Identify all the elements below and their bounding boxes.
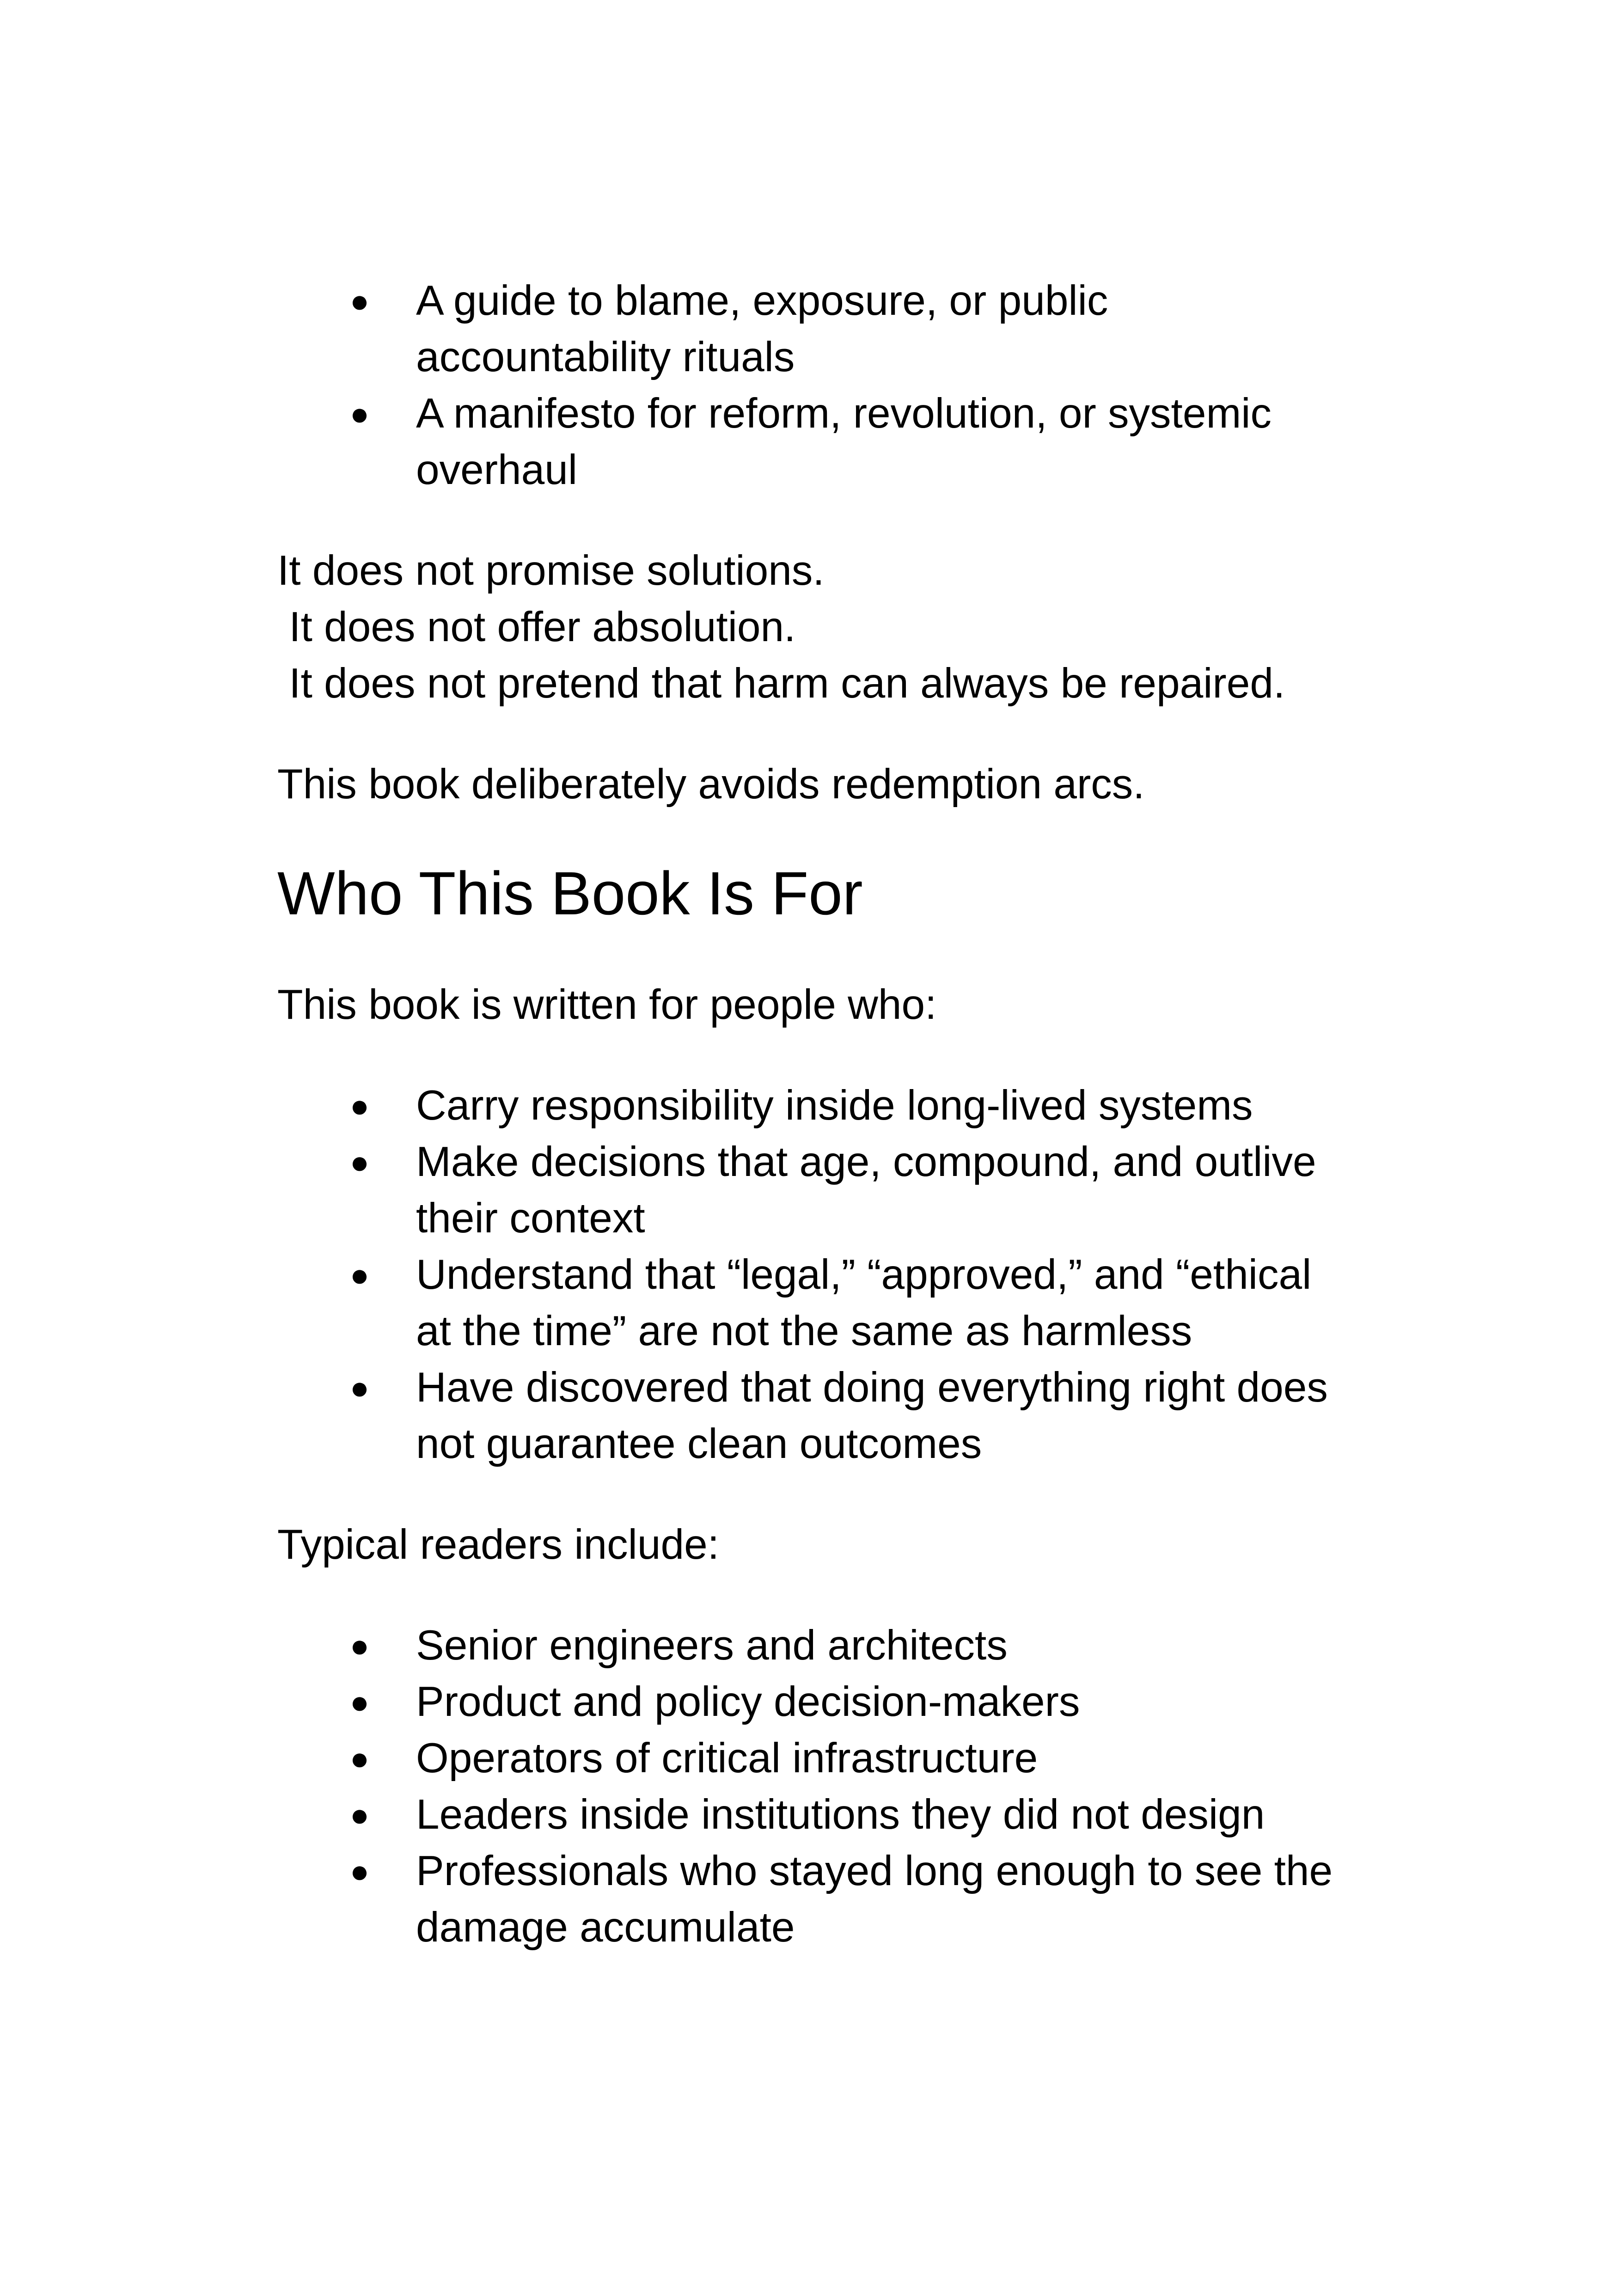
list-item: [349, 1134, 1350, 1247]
bullet-icon: ●: [349, 1797, 370, 1833]
list-item: [349, 1730, 1350, 1787]
list-item: [349, 386, 1350, 498]
list-item: [349, 1078, 1350, 1134]
list-item: [349, 273, 1350, 386]
bullet-icon: ●: [349, 1684, 370, 1720]
bullet-icon: ●: [349, 1853, 370, 1889]
promises-paragraph: [277, 543, 1350, 712]
list-item: [349, 1359, 1350, 1472]
list-item-text: A manifesto for reform, revolution, or systemic overhaul: [416, 390, 1272, 493]
bullet-icon: ●: [349, 283, 370, 319]
paragraph-line: It does not offer absolution.: [277, 604, 796, 650]
not-list: [277, 273, 1350, 498]
bullet-icon: ●: [349, 1628, 370, 1664]
list-item-text: Senior engineers and architects: [416, 1622, 1008, 1669]
list-item: [349, 1787, 1350, 1843]
bullet-icon: ●: [349, 396, 370, 432]
list-item-text: Make decisions that age, compound, and outlive their context: [416, 1139, 1316, 1242]
list-item-text: Have discovered that doing everything right does not guarantee clean outcomes: [416, 1364, 1328, 1467]
list-item: [349, 1247, 1350, 1359]
list-item-text: Leaders inside institutions they did not design: [416, 1791, 1265, 1838]
readers-list: [277, 1617, 1350, 1956]
people-list: [277, 1078, 1350, 1472]
people-intro: This book is written for people who:: [277, 981, 937, 1028]
bullet-icon: ●: [349, 1088, 370, 1124]
list-item-text: Operators of critical infrastructure: [416, 1735, 1038, 1782]
paragraph-line: It does not promise solutions.: [277, 547, 825, 594]
list-item-text: Product and policy decision-makers: [416, 1678, 1080, 1725]
avoids-paragraph: This book deliberately avoids redemption arcs.: [277, 761, 1145, 808]
list-item: [349, 1617, 1350, 1674]
readers-intro: Typical readers include:: [277, 1521, 719, 1568]
bullet-icon: ●: [349, 1144, 370, 1180]
bullet-icon: ●: [349, 1740, 370, 1776]
section-heading: Who This Book Is For: [277, 859, 863, 927]
bullet-icon: ●: [349, 1257, 370, 1293]
page-content: [277, 273, 1350, 1956]
list-item-text: A guide to blame, exposure, or public accountability rituals: [416, 277, 1108, 380]
paragraph-line: It does not pretend that harm can always be repaired.: [277, 660, 1285, 707]
bullet-icon: ●: [349, 1370, 370, 1406]
list-item: [349, 1674, 1350, 1730]
list-item: [349, 1843, 1350, 1956]
list-item-text: Understand that “legal,” “approved,” and “ethical at the time” are not the same as harmless: [416, 1251, 1312, 1354]
list-item-text: Professionals who stayed long enough to see the damage accumulate: [416, 1848, 1333, 1951]
list-item-text: Carry responsibility inside long-lived systems: [416, 1082, 1253, 1129]
